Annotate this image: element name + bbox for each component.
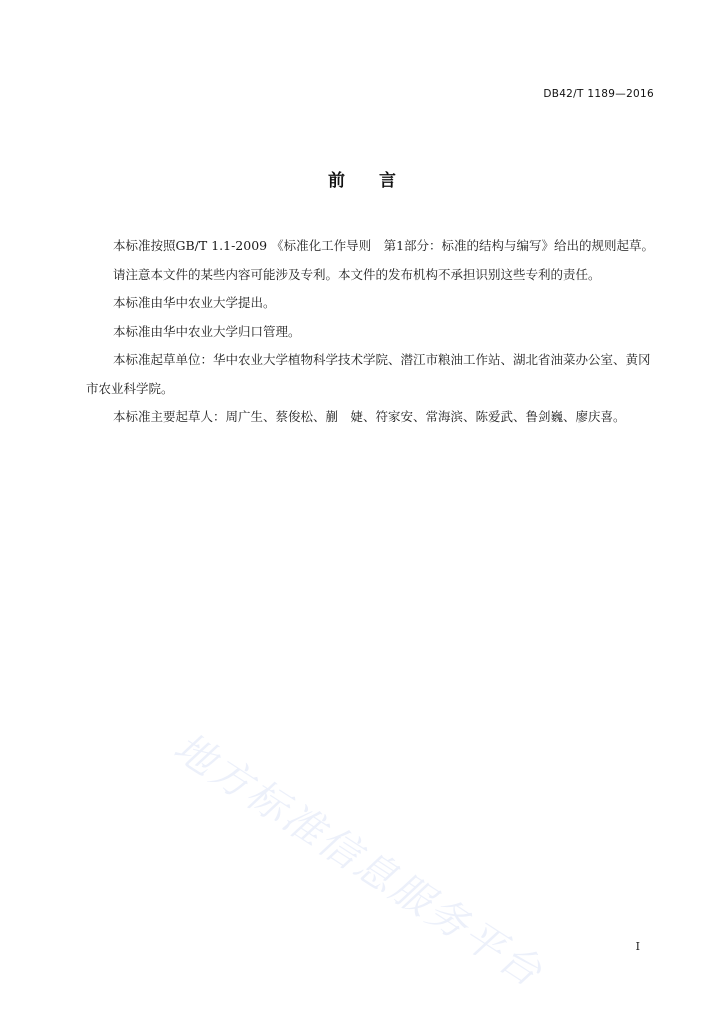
page-number: I — [635, 940, 640, 953]
page-title — [0, 166, 724, 191]
paragraph-patent-notice: 请注意本文件的某些内容可能涉及专利。本文件的发布机构不承担识别这些专利的责任。 — [113, 266, 601, 282]
paragraph-drafters: 本标准主要起草人：周广生、蔡俊松、蒯 婕、符家安、常海滨、陈爱武、鲁剑巍、廖庆喜。 — [113, 409, 626, 424]
paragraph-management: 本标准由华中农业大学归口管理。 — [113, 323, 301, 339]
title-char-1: 前 — [328, 171, 345, 191]
paragraph-drafting-units: 本标准起草单位：华中农业大学植物科学技术学院、潜江市粮油工作站、湖北省油菜办公室、黄冈市农业科学院。 — [86, 352, 651, 396]
paragraph-drafting-rules: 本标准按照GB/T 1.1-2009 《标准化工作导则 第1部分：标准的结构与编写》给出的规则起草。 — [113, 238, 655, 253]
paragraph-proposer: 本标准由华中农业大学提出。 — [113, 295, 276, 310]
watermark: 地方标准信息服务平台 — [165, 724, 552, 997]
foreword-body — [86, 232, 658, 432]
document-code: DB42/T 1189—2016 — [543, 88, 654, 100]
title-char-2: 言 — [379, 171, 396, 191]
